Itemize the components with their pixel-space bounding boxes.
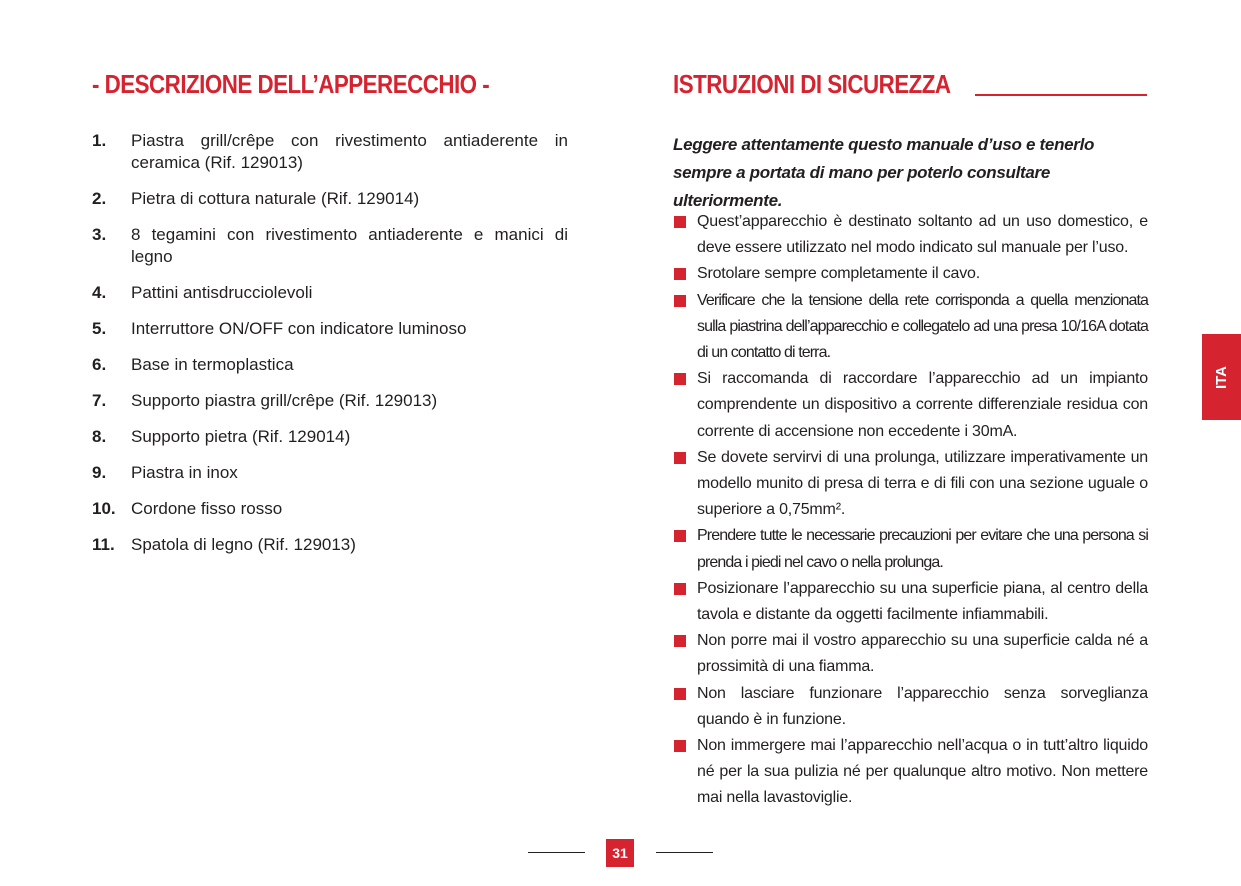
item-text: Base in termoplastica [131,355,294,374]
safety-rules-list [673,209,1148,812]
item-text: Supporto pietra (Rif. 129014) [131,427,351,446]
title-underline [975,94,1147,96]
list-item [92,390,568,412]
list-item [92,498,568,520]
item-number: 9. [92,463,107,482]
item-number: 2. [92,189,107,208]
item-number: 4. [92,283,107,302]
item-text: 8 tegamini con rivestimento antiaderente e manici di legno [131,225,568,266]
item-text: Spatola di legno (Rif. 129013) [131,535,356,554]
language-tab [1202,334,1241,420]
footer-rule-right [656,852,713,853]
square-bullet-icon [674,740,686,752]
square-bullet-icon [674,583,686,595]
rule-text: Posizionare l’apparecchio su una superficie piana, al centro della tavola e distante da oggetti facilmente infiammabili. [697,579,1148,624]
square-bullet-icon [674,373,686,385]
rule-text: Prendere tutte le necessarie precauzioni per evitare che una persona si prenda i piedi nel cavo o nella prolunga. [697,527,1148,571]
component-list [92,130,568,556]
list-item [92,318,568,340]
square-bullet-icon [674,452,686,464]
safety-rule [673,366,1148,445]
safety-rule [673,288,1148,367]
safety-rule [673,733,1148,812]
item-number: 10. [92,499,116,518]
safety-rule [673,261,1148,287]
safety-rule [673,209,1148,261]
item-number: 1. [92,131,107,150]
list-item [92,462,568,484]
item-text: Cordone fisso rosso [131,499,283,518]
page-number: 31 [606,839,634,867]
item-number: 8. [92,427,107,446]
rule-text: Quest’apparecchio è destinato soltanto ad un uso domestico, e deve essere utilizzato nel modo indicato sul manuale per l’uso. [697,213,1148,257]
rule-text: Non porre mai il vostro apparecchio su una superficie calda né a prossimità di una fiamma. [697,632,1148,676]
square-bullet-icon [674,216,686,228]
list-item [92,224,568,268]
language-tab-label: ITA [1213,365,1230,389]
list-item [92,282,568,304]
list-item [92,426,568,448]
rule-text: Non lasciare funzionare l’apparecchio senza sorveglianza quando è in funzione. [697,684,1148,728]
rule-text: Si raccomanda di raccordare l’apparecchio ad un impianto comprendente un dispositivo a corrente differenziale residua con corrente di accensione non eccedente i 30mA. [697,370,1148,440]
rule-text: Srotolare sempre completamente il cavo. [697,265,980,283]
safety-rule [673,628,1148,680]
square-bullet-icon [674,635,686,647]
item-number: 6. [92,355,107,374]
safety-rule [673,523,1148,575]
rule-text: Verificare che la tensione della rete corrisponda a quella menzionata sulla piastrina dell’apparecchio e collegatelo ad una presa 10/16A dotata di un contatto di terra. [697,291,1148,362]
safety-rule [673,576,1148,628]
item-text: Piastra in inox [131,463,238,482]
square-bullet-icon [674,688,686,700]
item-text: Piastra grill/crêpe con rivestimento antiaderente in ceramica (Rif. 129013) [131,131,568,172]
item-text: Interruttore ON/OFF con indicatore luminoso [131,319,467,338]
rule-text: Se dovete servirvi di una prolunga, utilizzare imperativamente un modello munito di presa di terra e di fili con una sezione uguale o superiore a 0,75mm². [697,448,1148,519]
list-item [92,188,568,210]
item-number: 5. [92,319,107,338]
item-text: Supporto piastra grill/crêpe (Rif. 129013) [131,391,438,410]
list-item [92,130,568,174]
list-item [92,534,568,556]
square-bullet-icon [674,530,686,542]
section-title-description: - DESCRIZIONE DELL’APPERECCHIO - [92,69,490,99]
square-bullet-icon [674,268,686,280]
item-number: 3. [92,225,107,244]
item-text: Pietra di cottura naturale (Rif. 129014) [131,189,420,208]
square-bullet-icon [674,295,686,307]
item-number: 7. [92,391,107,410]
item-number: 11. [92,535,115,554]
footer-rule-left [528,852,585,853]
section-title-safety: ISTRUZIONI DI SICUREZZA [673,69,951,99]
list-item [92,354,568,376]
rule-text: Non immergere mai l’apparecchio nell’acqua o in tutt’altro liquido né per la sua pulizia né per qualunque altro motivo. Non mettere mai nella lavastoviglie. [697,737,1148,807]
safety-rule [673,681,1148,733]
safety-intro: Leggere attentamente questo manuale d’uso e tenerlo sempre a portata di mano per poterlo consultare ulteriormente. [673,135,1095,210]
safety-rule [673,445,1148,524]
item-text: Pattini antisdrucciolevoli [131,283,313,302]
